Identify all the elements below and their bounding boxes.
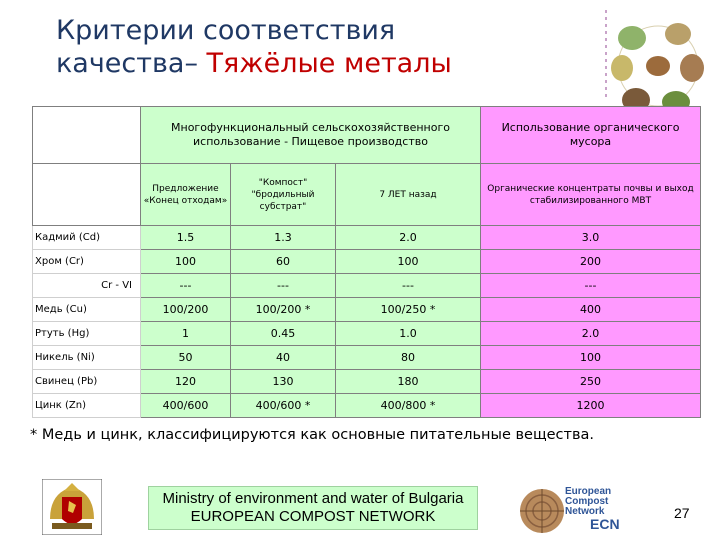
cell-value: 1200 [481, 394, 701, 418]
table-row [33, 394, 701, 418]
ecn-abbr: ECN [590, 516, 620, 532]
header-organic-waste: Использование органического мусора [481, 107, 701, 164]
cell-value: 50 [141, 346, 231, 370]
row-label: Хром (Cr) [33, 250, 141, 274]
row-label: Цинк (Zn) [33, 394, 141, 418]
subheader-end-of-waste: Предложение «Конец отходам» [141, 164, 231, 226]
slide-title [56, 14, 452, 80]
subheader-compost: "Компост" "бродильный субстрат" [231, 164, 336, 226]
title-line2-accent: Тяжёлые металы [206, 48, 452, 79]
cell-value: 400/600 * [231, 394, 336, 418]
footnote: * Медь и цинк, классифицируются как основные питательные вещества. [30, 427, 594, 443]
cell-value: 80 [336, 346, 481, 370]
row-label: Никель (Ni) [33, 346, 141, 370]
cell-value: --- [336, 274, 481, 298]
cell-value: 100 [141, 250, 231, 274]
title-line2-prefix: качества– [56, 48, 207, 79]
cell-value: 2.0 [481, 322, 701, 346]
row-label: Свинец (Pb) [33, 370, 141, 394]
cell-value: 100 [336, 250, 481, 274]
ministry-line2: EUROPEAN COMPOST NETWORK [190, 508, 436, 525]
cell-value: 40 [231, 346, 336, 370]
cell-value: 100/200 * [231, 298, 336, 322]
heavy-metals-table [32, 106, 701, 418]
cell-value: 250 [481, 370, 701, 394]
table-row [33, 370, 701, 394]
cell-value: 130 [231, 370, 336, 394]
header-multifunctional: Многофункциональный сельскохозяйственного использование - Пищевое производство [141, 107, 481, 164]
cell-value: 2.0 [336, 226, 481, 250]
table-row [33, 346, 701, 370]
subheader-7-years: 7 ЛЕТ назад [336, 164, 481, 226]
ministry-banner [148, 486, 478, 530]
row-label: Медь (Cu) [33, 298, 141, 322]
table-row [33, 322, 701, 346]
row-label: Кадмий (Cd) [33, 226, 141, 250]
cell-value: 400/600 [141, 394, 231, 418]
cell-value: 1 [141, 322, 231, 346]
cell-value: 1.3 [231, 226, 336, 250]
bulgaria-coat-of-arms-icon [42, 479, 102, 535]
cell-value: 400 [481, 298, 701, 322]
ecn-line3: Network [565, 506, 605, 517]
cell-value: 100/200 [141, 298, 231, 322]
row-label: Ртуть (Hg) [33, 322, 141, 346]
table-row [33, 274, 701, 298]
ministry-line1: Ministry of environment and water of Bulgaria [162, 490, 464, 507]
table-row [33, 250, 701, 274]
cell-value: 200 [481, 250, 701, 274]
cell-value: 0.45 [231, 322, 336, 346]
cell-value: 1.5 [141, 226, 231, 250]
subheader-organic-concentrates: Органические концентраты почвы и выход стабилизированного МВТ [481, 164, 701, 226]
ecn-logo-text [565, 487, 611, 517]
row-label: Cr - VI [33, 274, 141, 298]
cell-value: 400/800 * [336, 394, 481, 418]
subheader-corner [33, 164, 141, 226]
ecn-line1: European [565, 486, 612, 497]
cell-value: 100/250 * [336, 298, 481, 322]
table-row [33, 226, 701, 250]
cell-value: 120 [141, 370, 231, 394]
cell-value: 180 [336, 370, 481, 394]
cell-value: --- [141, 274, 231, 298]
cell-value: 1.0 [336, 322, 481, 346]
cell-value: 100 [481, 346, 701, 370]
cell-value: 3.0 [481, 226, 701, 250]
table-row [33, 298, 701, 322]
title-line1: Критерии соответствия [56, 15, 396, 46]
cell-value: --- [231, 274, 336, 298]
page-number: 27 [674, 505, 690, 521]
cell-value: --- [481, 274, 701, 298]
ecn-line2: Compost [565, 496, 609, 507]
cell-value: 60 [231, 250, 336, 274]
header-corner [33, 107, 141, 164]
